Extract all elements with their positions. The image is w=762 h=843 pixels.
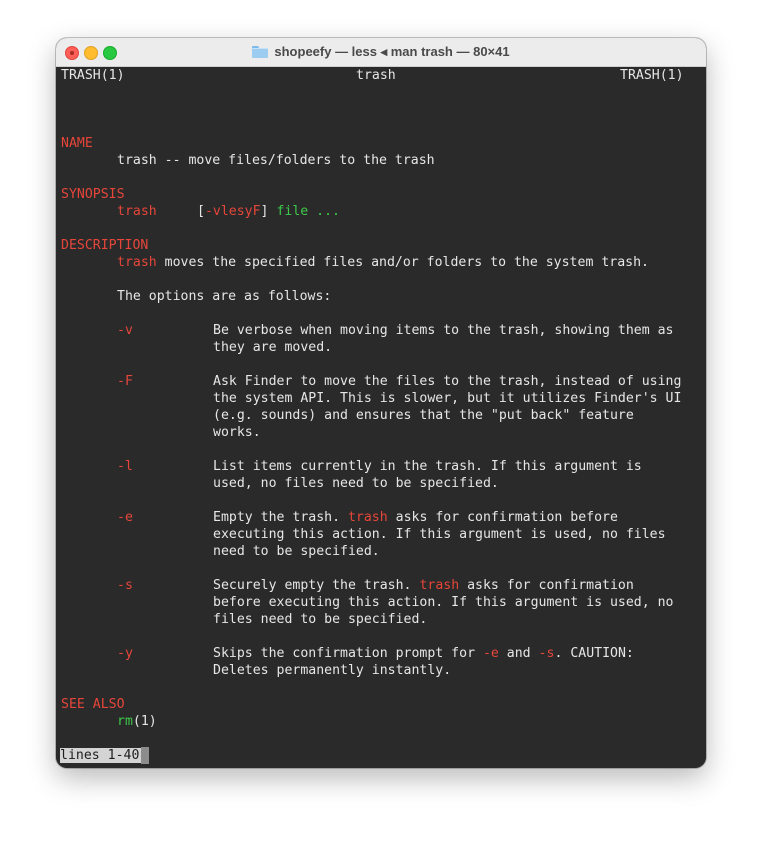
synopsis-line	[117, 203, 157, 220]
man-header-left: TRASH(1)	[61, 68, 125, 83]
option-flag-y: -y	[117, 646, 133, 661]
option-desc-s: files need to be specified.	[213, 612, 428, 627]
section-description-heading: DESCRIPTION	[61, 238, 149, 253]
option-desc-F: works.	[213, 425, 261, 440]
option-flag-s: -s	[117, 578, 133, 593]
folder-icon	[252, 46, 268, 58]
terminal-content[interactable]	[56, 67, 706, 768]
section-see-also-heading: SEE ALSO	[61, 697, 125, 712]
see-also-ref: rm(1)	[117, 714, 157, 729]
option-desc-e: Empty the trash. trash asks for confirmation before	[213, 510, 618, 525]
option-desc-e: need to be specified.	[213, 544, 380, 559]
description-text: trash moves the specified files and/or folders to the system trash.	[117, 255, 649, 270]
option-flag-l: -l	[117, 459, 133, 474]
man-header-center: trash	[356, 68, 396, 83]
option-desc-s: before executing this action. If this argument is used, no	[213, 595, 674, 610]
name-text: trash -- move files/folders to the trash	[117, 153, 435, 168]
option-desc-F: the system API. This is slower, but it utilizes Finder's UI	[213, 391, 682, 406]
section-name-heading: NAME	[61, 136, 93, 151]
option-flag-F: -F	[117, 374, 133, 389]
man-header-right: TRASH(1)	[620, 68, 684, 83]
option-desc-v: Be verbose when moving items to the trash, showing them as	[213, 323, 674, 338]
option-desc-F: (e.g. sounds) and ensures that the "put back" feature	[213, 408, 634, 423]
option-desc-v: they are moved.	[213, 340, 333, 355]
options-intro: The options are as follows:	[117, 289, 332, 304]
option-flag-v: -v	[117, 323, 133, 338]
option-flag-e: -e	[117, 510, 133, 525]
option-desc-l: List items currently in the trash. If this argument is	[213, 459, 642, 474]
synopsis-options: [-vlesyF] file ...	[197, 204, 340, 219]
cursor-block	[141, 747, 149, 764]
see-also-link[interactable]: rm	[117, 714, 133, 729]
terminal-window[interactable]	[56, 38, 706, 768]
section-synopsis-heading: SYNOPSIS	[61, 187, 125, 202]
window-title-area	[56, 38, 706, 66]
option-desc-l: used, no files need to be specified.	[213, 476, 499, 491]
status-text: lines 1-40	[60, 748, 140, 763]
synopsis-command: trash	[117, 204, 157, 219]
less-status-line	[60, 747, 149, 764]
title-bar[interactable]	[56, 38, 706, 67]
option-desc-y: Skips the confirmation prompt for -e and -s. CAUTION:	[213, 646, 634, 661]
option-desc-F: Ask Finder to move the files to the trash, instead of using	[213, 374, 682, 389]
option-desc-e: executing this action. If this argument is used, no files	[213, 527, 666, 542]
option-desc-s: Securely empty the trash. trash asks for confirmation	[213, 578, 634, 593]
option-desc-y: Deletes permanently instantly.	[213, 663, 452, 678]
window-title: shopeefy — less ◂ man trash — 80×41	[274, 44, 510, 59]
